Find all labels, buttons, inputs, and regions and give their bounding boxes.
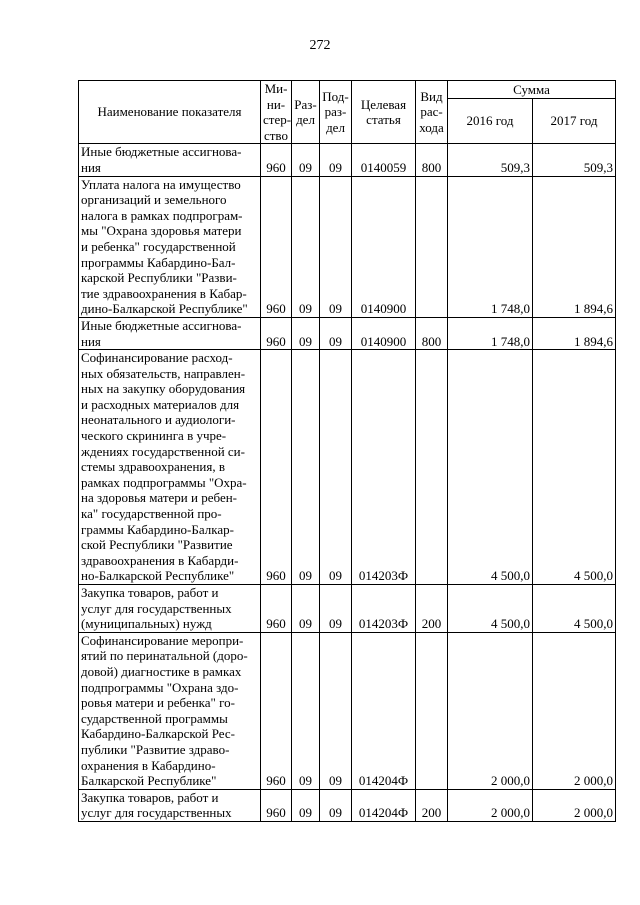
- ministry-code: 960: [261, 317, 292, 349]
- header-row-top: [79, 81, 616, 99]
- section-code: 09: [292, 585, 320, 633]
- amount-2017: 4 500,0: [533, 585, 616, 633]
- subsection-code: 09: [320, 317, 352, 349]
- table-row: [79, 632, 616, 789]
- amount-2016: 1 748,0: [448, 176, 533, 317]
- ministry-code: 960: [261, 789, 292, 821]
- amount-2017: 2 000,0: [533, 789, 616, 821]
- section-code: 09: [292, 176, 320, 317]
- subsection-code: 09: [320, 585, 352, 633]
- row-name: Закупка товаров, работ и услуг для государственных (муниципальных) нужд: [79, 585, 261, 633]
- section-code: 09: [292, 789, 320, 821]
- col-header-2017: 2017 год: [533, 98, 616, 144]
- target-article: 0140900: [352, 317, 416, 349]
- row-name: Иные бюджетные ассигнова- ния: [79, 144, 261, 176]
- target-article: 014204Ф: [352, 789, 416, 821]
- amount-2016: 4 500,0: [448, 585, 533, 633]
- amount-2017: 509,3: [533, 144, 616, 176]
- target-article: 014203Ф: [352, 585, 416, 633]
- col-header-target: Целевая статья: [352, 81, 416, 144]
- section-code: 09: [292, 144, 320, 176]
- ministry-code: 960: [261, 632, 292, 789]
- amount-2016: 4 500,0: [448, 350, 533, 585]
- target-article: 014204Ф: [352, 632, 416, 789]
- table-row: [79, 789, 616, 821]
- amount-2016: 1 748,0: [448, 317, 533, 349]
- ministry-code: 960: [261, 585, 292, 633]
- col-header-expense-type: Вид рас- хода: [416, 81, 448, 144]
- subsection-code: 09: [320, 789, 352, 821]
- expense-type: 200: [416, 585, 448, 633]
- expense-type: 800: [416, 144, 448, 176]
- row-name: Уплата налога на имущество организаций и земельного налога в рамках подпрограм- мы "Охрана здоровья матери и ребенка" государственной программы Кабардино-Бал- карской Республики "Разви- тие здравоохранения в Кабар- дино-Балкарской Республике": [79, 176, 261, 317]
- section-code: 09: [292, 350, 320, 585]
- amount-2016: 2 000,0: [448, 632, 533, 789]
- col-header-section: Раз- дел: [292, 81, 320, 144]
- section-code: 09: [292, 317, 320, 349]
- budget-table: [78, 80, 616, 822]
- row-name: Иные бюджетные ассигнова- ния: [79, 317, 261, 349]
- subsection-code: 09: [320, 350, 352, 585]
- col-header-sum: Сумма: [448, 81, 616, 99]
- table-row: [79, 350, 616, 585]
- amount-2016: 509,3: [448, 144, 533, 176]
- expense-type: 800: [416, 317, 448, 349]
- expense-type: 200: [416, 789, 448, 821]
- table-row: [79, 144, 616, 176]
- ministry-code: 960: [261, 176, 292, 317]
- col-header-ministry: Ми- ни- стер- ство: [261, 81, 292, 144]
- section-code: 09: [292, 632, 320, 789]
- expense-type: [416, 350, 448, 585]
- col-header-2016: 2016 год: [448, 98, 533, 144]
- target-article: 0140900: [352, 176, 416, 317]
- ministry-code: 960: [261, 350, 292, 585]
- row-name: Софинансирование меропри- ятий по перинатальной (доро- довой) диагностике в рамках подпрограммы "Охрана здо- ровья матери и ребенка" го- сударственной программы Кабардино-Балкарской Рес- публики "Развитие здраво- охранения в Кабардино- Балкарской Республике": [79, 632, 261, 789]
- amount-2017: 1 894,6: [533, 176, 616, 317]
- expense-type: [416, 176, 448, 317]
- row-name: Софинансирование расход- ных обязательств, направлен- ных на закупку оборудования и расходных материалов для неонатального и аудиологи- ческого скрининга в учре- ждениях государственной си- стемы здравоохранения, в рамках подпрограммы "Охра- на здоровья матери и ребен- ка" государственной про- граммы Кабардино-Балкар- ской Республики "Развитие здравоохранения в Кабарди- но-Балкарской Республике": [79, 350, 261, 585]
- amount-2016: 2 000,0: [448, 789, 533, 821]
- expense-type: [416, 632, 448, 789]
- table-row: [79, 317, 616, 349]
- target-article: 014203Ф: [352, 350, 416, 585]
- col-header-subsection: Под- раз- дел: [320, 81, 352, 144]
- amount-2017: 4 500,0: [533, 350, 616, 585]
- subsection-code: 09: [320, 144, 352, 176]
- target-article: 0140059: [352, 144, 416, 176]
- subsection-code: 09: [320, 632, 352, 789]
- subsection-code: 09: [320, 176, 352, 317]
- page-number: 272: [309, 38, 331, 53]
- amount-2017: 1 894,6: [533, 317, 616, 349]
- row-name: Закупка товаров, работ и услуг для государственных: [79, 789, 261, 821]
- amount-2017: 2 000,0: [533, 632, 616, 789]
- col-header-name: Наименование показателя: [79, 81, 261, 144]
- table-row: [79, 176, 616, 317]
- ministry-code: 960: [261, 144, 292, 176]
- table-row: [79, 585, 616, 633]
